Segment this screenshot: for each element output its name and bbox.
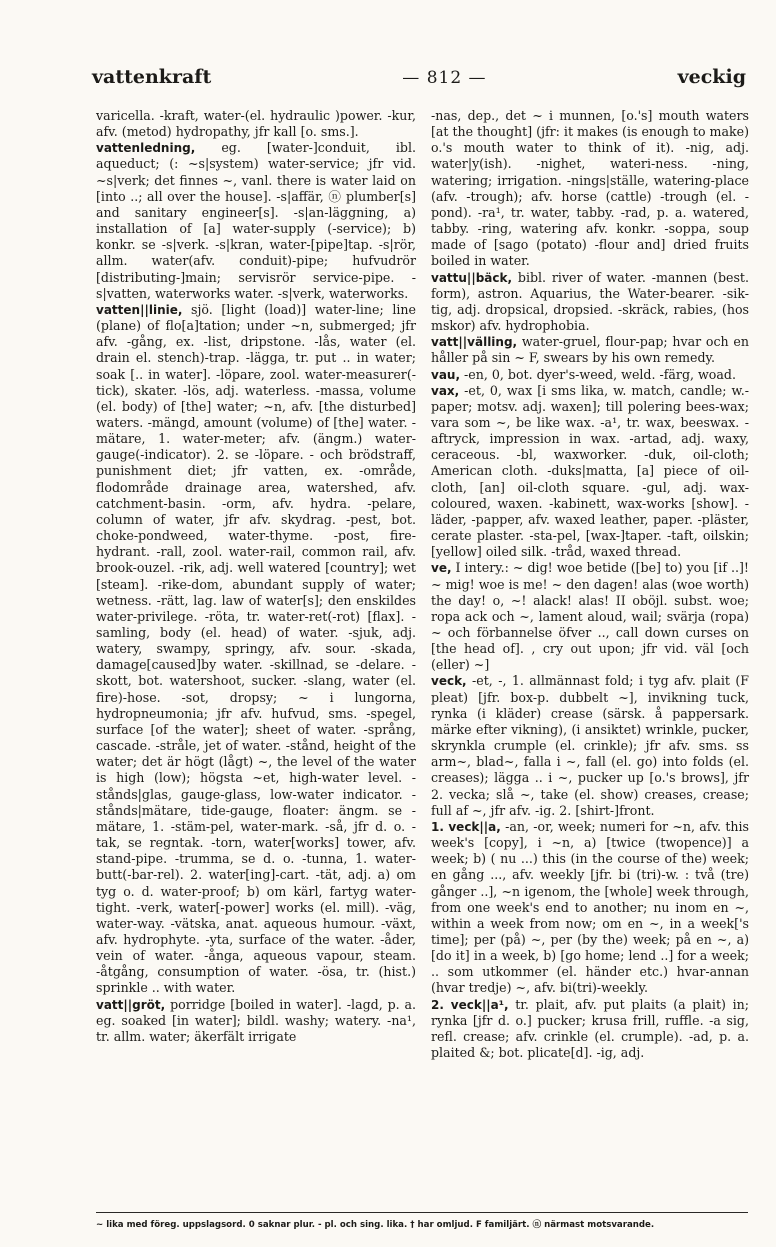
entry xyxy=(431,560,749,673)
entry-text: porridge [boiled in water]. -lagd, p. a. eg. soaked [in water]; bildl. washy; watery. -na¹, tr. allm. water; äkerfält irrigate xyxy=(96,996,416,1044)
left-guideword: vattenkraft xyxy=(92,66,212,88)
page-header xyxy=(92,66,746,94)
page-number: — 812 — xyxy=(402,68,487,88)
entry-text: tr. plait, afv. put plaits (a plait) in; rynka [jfr d. o.] pucker; krusa frill, ruffle. -a sig, refl. crease; afv. crinkle (el. crumple). -ad, p. a. plaited &; bot. plicate[d]. -ig, adj. xyxy=(431,996,749,1061)
entry-headword: vatten||linie, xyxy=(96,302,183,317)
entry-text: bibl. river of water. -mannen (best. form), astron. Aquarius, the Water-bearer. -sik-tig, adj. dropsical, dropsied. -skräck, rabies, (hos mskor) afv. hydrophobia. xyxy=(431,269,749,334)
entry-headword: vau, xyxy=(431,367,461,382)
entry-text: -nas, dep., det ~ i munnen, [o.'s] mouth waters [at the thought] (jfr: it makes (is enough to make) o.'s mouth water to think of it). -nig, adj. water|y(ish). -nighet, wateri-ness. -ning, watering; irrigation. -nings|ställe, watering-place (afv. -trough); afv. horse (cattle) -trough (el. -pond). -ra¹, tr. water, tabby. -rad, p. a. watered, tabby. -ring, watering afv. konkr. -soppa, soup made of [sago (potato) -flour and] dried fruits boiled in water. xyxy=(431,108,749,269)
right-guideword: veckig xyxy=(677,66,746,88)
right-column xyxy=(431,108,749,1061)
entry-text: water-gruel, flour-pap; hvar och en håller på sin ~ F, swears by his own remedy. xyxy=(431,334,749,366)
entry xyxy=(431,383,749,561)
entry-headword: ve, xyxy=(431,561,452,576)
entry xyxy=(431,108,749,270)
entry-text: sjö. [light (load)] water-line; line (plane) of flo[a]tation; under ~n, submerged; jfr afv. -gång, ex. -list, dripstone. -lås, water (el. drain el. stench)-trap. -lägga, tr. put .. in water; soak [.. in water]. -löpare, zool. water-measurer(-tick), skater. -lös, adj. waterless. -massa, volume (el. body) of [the] water; ~n, afv. [the disturbed] waters. -mängd, amount (volume) of [the] water. -mätare, 1. water-meter; afv. (ängm.) water-gauge(-indicator). 2. se -löpare. - och brödstraff, punishment diet; jfr vatten, ex. -område, flodområde drainage area, watershed, afv. catchment-basin. -orm, afv. hydra. -pelare, column of water, jfr afv. skydrag. -pest, bot. choke-pondweed, water-thyme. -post, fire-hydrant. -rall, zool. water-rail, common rail, afv. brook-ouzel. -rik, adj. well watered [country]; wet [steam]. -rike-dom, abundant supply of water; wetness. -rätt, lag. law of water[s]; den enskildes water-privilege. -röta, tr. water-ret(-rot) [flax]. -samling, body (el. head) of water. -sjuk, adj. watery, swampy, springy, afv. sour. -skada, damage[caused]by water. -skillnad, se -delare. -skott, bot. watershoot, sucker. -slang, water (el. fire)-hose. -sot, dropsy; ~ i lungorna, hydropneumonia; jfr afv. hufvud, sms. -spegel, surface [of the water]; sheet of water. -språng, cascade. -stråle, jet of water. -stånd, height of the water; det är högt (lågt) ~, the level of the water is high (low); högsta ~et, high-water level. -stånds|glas, gauge-glass, low-water indicator. -stånds|mätare, tide-gauge, floater: ängm. se -mätare, 1. -stäm-pel, water-mark. -så, jfr d. o. -tak, se regntak. -torn, water[works] tower, afv. stand-pipe. -trumma, se d. o. -tunna, 1. water-butt(-bar-rel). 2. water[ing]-cart. -tät, adj. a) om tyg o. d. water-proof; b) om kärl, fartyg water-tight. -verk, water[-power] works (el. mill). -väg, water-way. -vätska, anat. aqueous humour. -växt, afv. hydrophyte. -yta, surface of the water. -åder, vein of water. -ånga, aqueous vapour, steam. -åtgång, consumption of water. -ösa, tr. (hist.) sprinkle .. with water. xyxy=(96,301,416,996)
entry-headword: 1. veck||a, xyxy=(431,819,501,834)
entry-headword: vatt||välling, xyxy=(431,335,518,350)
entry xyxy=(431,997,749,1062)
entry xyxy=(431,270,749,335)
entry xyxy=(96,302,416,997)
entry xyxy=(431,367,749,383)
entry-text: varicella. -kraft, water-(el. hydraulic )power. -kur, afv. (metod) hydropathy, jfr kall [o. sms.]. xyxy=(96,108,416,140)
entry-headword: veck, xyxy=(431,674,467,689)
entry-headword: vax, xyxy=(431,383,460,398)
entry-headword: vatt||gröt, xyxy=(96,997,166,1012)
entry xyxy=(96,140,416,302)
entry-text: -an, -or, week; numeri for ~n, afv. this week's [copy], i ~n, a) [twice (twopence)] a week; b) ( nu ...) this (in the course of the) week; en gång ..., afv. weekly [jfr. bi (tri)-w. : två (tre) gånger ..], ~n igenom, the [whole] week through, from one week's end to another; nu inom en ~, within a week from now; om en ~, in a week['s time]; per (på) ~, per (by the) week; på en ~, a) [do it] in a week, b) [go home; lend ..] for a week; .. som utkommer (el. händer etc.) hvar-annan (hvar tredje) ~, afv. bi(tri)-weekly. xyxy=(431,818,749,996)
entry xyxy=(96,108,416,140)
entry-headword: vattenledning, xyxy=(96,141,196,156)
entry xyxy=(431,673,749,818)
entry-text: -en, 0, bot. dyer's-weed, weld. -färg, woad. xyxy=(460,366,736,382)
entry xyxy=(431,334,749,366)
entry-text: I intery.: ~ dig! woe betide ([be] to) you [if ..]! ~ mig! woe is me! ~ den dagen! alas (woe worth) the day! o, ~! alack! alas! II oböjl. subst. woe; ropa ack och ~, lament aloud, wail; svärja (ropa) ~ och förbannelse öfver .., call down curses on [the head of]. , cry out upon; jfr vid. väl [och (eller) ~] xyxy=(431,560,749,673)
entry xyxy=(431,819,749,997)
entry-text: -et, 0, wax [i sms lika, w. match, candle; w.-paper; motsv. adj. waxen]; till polering bees-wax; vara som ~, be like wax. -a¹, tr. wax, beeswax. -aftryck, impression in wax. -artad, adj. waxy, ceraceous. -bl, waxworker. -duk, oil-cloth; American cloth. -duks|matta, [a] piece of oil-cloth, [an] oil-cloth square. -gul, adj. wax-coloured, waxen. -kabinett, wax-works [show]. -läder, -papper, afv. waxed leather, paper. -pläster, cerate plaster. -sta-pel, [wax-]taper. -taft, oilskin; [yellow] oiled silk. -tråd, waxed thread. xyxy=(431,382,749,560)
entry-text: eg. [water-]conduit, ibl. aqueduct; (: ~s|system) water-service; jfr vid. ~s|verk; det finnes ~, vanl. there is water laid on [into ..; all over the house]. -s|affär, ⓝ plumber[s] and sanitary engineer[s]. -s|an-läggning, a) installation of [a] water-supply (-service); b) konkr. se -s|verk. -s|kran, water-[pipe]tap. -s|rör, allm. water(afv. conduit)-pipe; hufvudrör [distributing-]main; servisrör service-pipe. -s|vatten, waterworks water. -s|verk, waterworks. xyxy=(96,140,416,301)
left-column xyxy=(96,108,416,1045)
entry-headword: 2. veck||a¹, xyxy=(431,997,509,1012)
entry-text: -et, -, 1. allmännast fold; i tyg afv. plait (F pleat) [jfr. box-p. dubbelt ~], invikning tuck, rynka (i kläder) crease (särsk. å pappersark. märke efter vikning), (i ansiktet) wrinkle, pucker, skrynkla crumple (el. crinkle); jfr afv. sms. ss arm~, blad~, falla i ~, fall (el. go) into folds (el. creases); lägga .. i ~, pucker up [o.'s brows], jfr 2. vecka; slå ~, take (el. show) creases, crease; full af ~, jfr afv. -ig. 2. [shirt-]front. xyxy=(431,673,749,818)
abbreviation-legend: ~ lika med föreg. uppslagsord. 0 saknar plur. - pl. och sing. lika. † har omljud. F familjärt. ⓝ närmast motsvarande. xyxy=(96,1212,748,1234)
entry-headword: vattu||bäck, xyxy=(431,270,513,285)
entry xyxy=(96,997,416,1045)
